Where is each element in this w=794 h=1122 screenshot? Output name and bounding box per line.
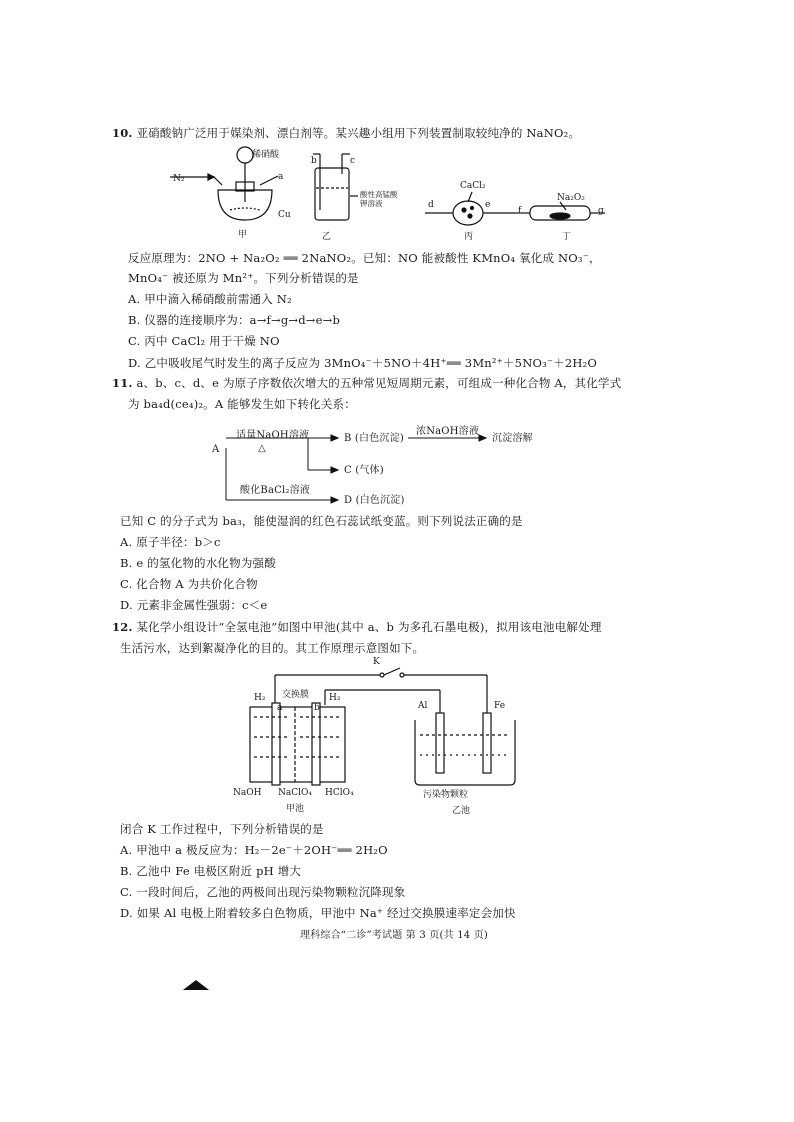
flow-d-node: D (白色沉淀): [344, 495, 405, 506]
label-h2-right: H₂: [329, 693, 341, 703]
apparatus-bing: [425, 192, 515, 225]
label-na2o2: Na₂O₂: [557, 193, 585, 203]
q11-stem-line1: [112, 376, 621, 391]
label-solution: 酸性高锰酸钾溶液: [360, 190, 398, 208]
q10-number: 10.: [112, 126, 133, 140]
q12-option-d: D. 如果 Al 电极上附着较多白色物质，甲池中 Na⁺ 经过交换膜速率定会加快: [120, 906, 516, 920]
q12-stem-line1: [112, 620, 602, 635]
label-f: f: [518, 206, 522, 216]
q12-option-a: A. 甲池中 a 极反应为：H₂－2e⁻＋2OH⁻══ 2H₂O: [120, 843, 388, 857]
label-jia: 甲: [238, 230, 248, 240]
label-h2-left: H₂: [254, 693, 266, 703]
label-electrode-b: b: [314, 703, 320, 713]
flow-step2: 浓NaOH溶液: [416, 426, 480, 437]
label-yi-pool: 乙池: [452, 806, 471, 816]
q10-principle-line1: 反应原理为：2NO + Na₂O₂ ══ 2NaNO₂。已知：NO 能被酸性 KMnO₄ 氧化成 NO₃⁻，: [128, 251, 601, 265]
q11-stem-line2: 为 ba₄d(ce₄)₂。A 能够发生如下转化关系：: [128, 397, 356, 411]
q10-option-a: A. 甲中滴入稀硝酸前需通入 N₂: [128, 292, 292, 306]
label-yi: 乙: [322, 232, 332, 242]
q11-option-a: A. 原子半径：b＞c: [120, 535, 221, 549]
label-k: K: [373, 657, 380, 667]
label-acid: 稀硝酸: [252, 150, 280, 160]
q10-principle-line2: MnO₄⁻ 被还原为 Mn²⁺。下列分析错误的是: [128, 271, 359, 285]
q11-number: 11.: [112, 376, 133, 390]
q10-stem: [112, 126, 580, 141]
flow-b-node: B (白色沉淀): [344, 433, 404, 444]
label-hclo4: HClO₄: [325, 788, 354, 798]
flow-heat: △: [258, 443, 266, 454]
q11-option-d: D. 元素非金属性强弱：c＜e: [120, 598, 268, 612]
page-footer: 理科综合“二诊”考试题 第 3 页(共 14 页): [300, 930, 489, 941]
label-e: e: [485, 200, 491, 210]
q10-stem-text: 亚硝酸钠广泛用于媒染剂、漂白剂等。某兴趣小组用下列装置制取较纯净的 NaNO₂。: [136, 126, 581, 140]
apparatus-ding: [515, 202, 605, 220]
label-n2: N₂: [173, 174, 185, 184]
label-fe: Fe: [494, 701, 506, 711]
label-d: d: [428, 200, 434, 210]
label-al: Al: [418, 701, 428, 711]
flow-step3: 酸化BaCl₂溶液: [240, 485, 310, 496]
q10-option-c: C. 丙中 CaCl₂ 用于干燥 NO: [128, 334, 280, 348]
q12-option-c: C. 一段时间后，乙池的两极间出现污染物颗粒沉降现象: [120, 885, 406, 899]
label-b: b: [311, 156, 317, 166]
q11-option-c: C. 化合物 A 为共价化合物: [120, 577, 258, 591]
q11-option-b: B. e 的氢化物的水化物为强酸: [120, 556, 276, 570]
label-jia-pool: 甲池: [286, 804, 305, 814]
q12-option-b: B. 乙池中 Fe 电极区附近 pH 增大: [120, 864, 302, 878]
q12-stem-line2: 生活污水，达到絮凝净化的目的。其工作原理示意图如下。: [120, 641, 425, 655]
flow-step1: 适量NaOH溶液: [236, 430, 310, 441]
label-cu: Cu: [278, 210, 291, 220]
flow-dissolve: 沉淀溶解: [492, 433, 533, 444]
label-g: g: [598, 206, 604, 216]
q11-known: 已知 C 的分子式为 ba₃，能使湿润的红色石蕊试纸变蓝。则下列说法正确的是: [120, 514, 523, 528]
q12-number: 12.: [112, 620, 133, 634]
label-naclo4: NaClO₄: [278, 788, 312, 798]
flow-a-node: A: [212, 444, 220, 455]
q10-apparatus-figure: [170, 140, 630, 240]
q12-stem-text1: 某化学小组设计“全氢电池”如图中甲池(其中 a、b 为多孔石墨电极)，拟用该电池电解处理: [136, 620, 602, 634]
label-cacl2: CaCl₂: [460, 181, 486, 191]
label-membrane: 交换膜: [282, 690, 310, 700]
q12-intro: 闭合 K 工作过程中，下列分析错误的是: [120, 822, 324, 836]
q10-option-b: B. 仪器的连接顺序为：a→f→g→d→e→b: [128, 313, 341, 327]
q10-option-d: D. 乙中吸收尾气时发生的离子反应为 3MnO₄⁻＋5NO＋4H⁺══ 3Mn²⁺＋5NO₃⁻＋2H₂O: [128, 356, 598, 370]
label-ding: 丁: [562, 232, 572, 242]
label-c: c: [350, 156, 356, 166]
label-pollutant: 污染物颗粒: [423, 790, 469, 800]
label-naoh: NaOH: [233, 788, 262, 798]
label-electrode-a: a: [277, 703, 283, 713]
label-a: a: [278, 172, 284, 182]
label-bing: 丙: [464, 232, 474, 242]
q11-stem-text1: a、b、c、d、e 为原子序数依次增大的五种常见短周期元素，可组成一种化合物 A，其化学式: [136, 376, 622, 390]
triangle-mark-icon: [183, 980, 209, 990]
flow-c-node: C (气体): [344, 465, 384, 476]
